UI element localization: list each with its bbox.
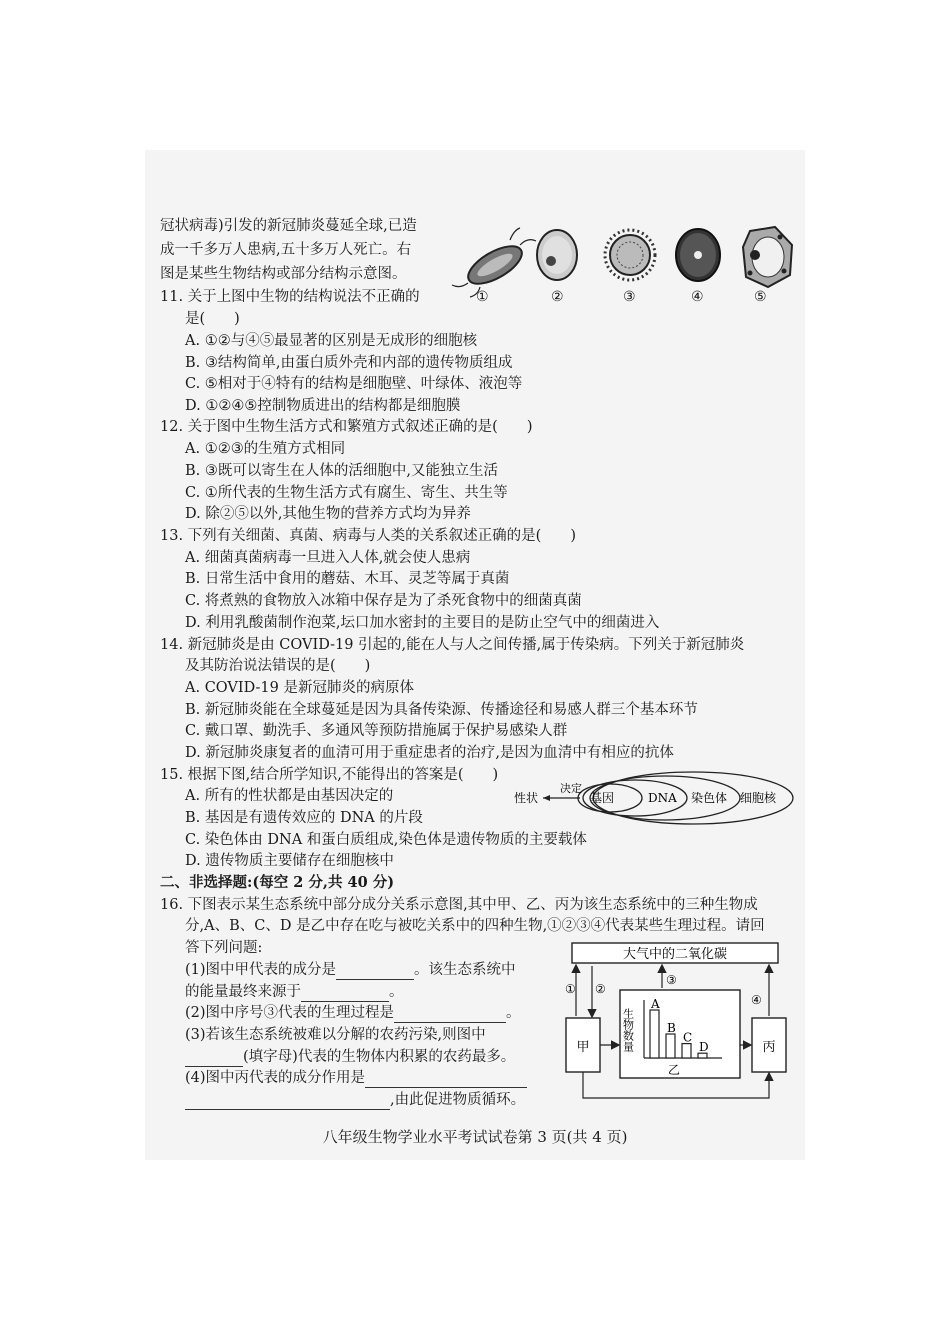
q16-p4-answer-blank-2[interactable] [185, 1094, 390, 1110]
q16-part-4-line-2 [185, 1090, 525, 1110]
q16-p1-text-b: 。该生态系统中 [414, 962, 516, 978]
bacterium-icon [452, 228, 536, 297]
q13-option-a: A. 细菌真菌病毒一旦进入人体,就会使人患病 [185, 550, 471, 566]
q15-stem: 15. 根据下图,结合所学知识,不能得出的答案是( ) [160, 767, 499, 783]
gene-hierarchy-diagram [510, 770, 800, 830]
virus-icon [605, 230, 655, 280]
q12-option-b: B. ③既可以寄生在人体的活细胞中,又能独立生活 [185, 463, 498, 479]
co2-label: 大气中的二氧化碳 [622, 947, 728, 962]
q13-option-b: B. 日常生活中食用的蘑菇、木耳、灵芝等属于真菌 [185, 571, 510, 587]
q15-option-d: D. 遗传物质主要储存在细胞核中 [185, 853, 394, 869]
q13-option-c: C. 将煮熟的食物放入冰箱中保存是为了杀死食物中的细菌真菌 [185, 593, 582, 609]
q16-p2-text-b: 。 [506, 1005, 521, 1021]
q12-stem: 12. 关于图中生物生活方式和繁殖方式叙述正确的是( ) [160, 419, 533, 435]
q16-p1-answer-blank-1[interactable] [336, 964, 414, 980]
q11-option-b: B. ③结构简单,由蛋白质外壳和内部的遗传物质组成 [185, 355, 513, 371]
q16-stem-line-1: 16. 下图表示某生态系统中部分成分关系示意图,其中甲、乙、丙为该生态系统中的三种生物成 [160, 897, 758, 913]
q16-part-3-line-2 [185, 1047, 515, 1067]
bar-B [666, 1034, 675, 1058]
q16-p3-answer-blank[interactable] [185, 1051, 243, 1067]
yi-label: 乙 [667, 1063, 681, 1077]
q11-stem-line-1: 11. 关于上图中生物的结构说法不正确的 [160, 289, 420, 305]
nucleus-label: 细胞核 [740, 791, 777, 805]
q15-option-a: A. 所有的性状都是由基因决定的 [185, 788, 394, 804]
cell-label-1: ① [476, 289, 489, 305]
q13-option-d: D. 利用乳酸菌制作泡菜,坛口加水密封的主要目的是防止空气中的细菌进入 [185, 615, 660, 631]
bar-label-C: C [683, 1030, 693, 1045]
bing-label: 丙 [762, 1040, 776, 1055]
cell-label-2: ② [551, 289, 564, 305]
trait-label: 性状 [514, 791, 539, 805]
plant-cell-icon [743, 227, 792, 287]
q16-p1-answer-blank-2[interactable] [301, 986, 389, 1002]
q16-p4-answer-blank-1[interactable] [365, 1072, 527, 1088]
q16-p4-text-b: ,由此促进物质循环。 [390, 1092, 526, 1108]
process-1-label: ① [565, 982, 576, 996]
cell-label-5: ⑤ [754, 289, 767, 305]
ecosystem-diagram [562, 938, 797, 1110]
chromosome-label: 染色体 [691, 791, 728, 805]
q15-option-b: B. 基因是有遗传效应的 DNA 的片段 [185, 810, 423, 826]
page-footer: 八年级生物学业水平考试试卷第 3 页(共 4 页) [322, 1128, 628, 1146]
q12-option-c: C. ①所代表的生物生活方式有腐生、寄生、共生等 [185, 485, 508, 501]
bar-ylabel: 生物数量 [621, 1008, 635, 1052]
process-2-label: ② [595, 982, 606, 996]
q14-option-c: C. 戴口罩、勤洗手、多通风等预防措施属于保护易感染人群 [185, 723, 568, 739]
intro-line-3: 图是某些生物结构或部分结构示意图。 [160, 266, 407, 282]
q11-option-c: C. ⑤相对于④特有的结构是细胞壁、叶绿体、液泡等 [185, 376, 523, 392]
q16-part-1-line-1 [185, 960, 516, 980]
q14-option-a: A. COVID-19 是新冠肺炎的病原体 [185, 680, 414, 696]
q11-stem-line-2: 是( ) [185, 311, 240, 327]
gene-label: 基因 [590, 791, 615, 805]
q16-part-3-line-1: (3)若该生态系统被难以分解的农药污染,则图中 [185, 1027, 486, 1043]
jia-label: 甲 [576, 1040, 590, 1055]
q16-part-1-line-2 [185, 982, 404, 1002]
q16-p2-answer-blank[interactable] [394, 1007, 506, 1023]
intro-line-1: 冠状病毒)引发的新冠肺炎蔓延全球,已造 [160, 218, 417, 234]
q12-option-d: D. 除②⑤以外,其他生物的营养方式均为异养 [185, 506, 471, 522]
animal-cell-icon [676, 229, 720, 281]
process-3-label: ③ [666, 973, 677, 987]
bar-C [682, 1044, 691, 1058]
q14-stem-line-1: 14. 新冠肺炎是由 COVID-19 引起的,能在人与人之间传播,属于传染病。下列关于新冠肺炎 [160, 637, 745, 653]
q15-option-c: C. 染色体由 DNA 和蛋白质组成,染色体是遗传物质的主要载体 [185, 832, 587, 848]
q13-stem: 13. 下列有关细菌、真菌、病毒与人类的关系叙述正确的是( ) [160, 528, 576, 544]
q11-option-a: A. ①②与④⑤最显著的区别是无成形的细胞核 [185, 333, 478, 349]
q16-p1-text-c: 的能量最终来源于 [185, 984, 301, 1000]
q12-option-a: A. ①②③的生殖方式相同 [185, 441, 346, 457]
q16-p2-text-a: (2)图中序号③代表的生理过程是 [185, 1005, 395, 1021]
intro-line-2: 成一千多万人患病,五十多万人死亡。右 [160, 242, 412, 258]
cell-label-3: ③ [623, 289, 636, 305]
decides-label: 决定 [560, 782, 582, 795]
bar-label-D: D [699, 1040, 709, 1055]
bar-label-B: B [667, 1021, 676, 1035]
q16-stem-line-2: 分,A、B、C、D 是乙中存在吃与被吃关系中的四种生物,①②③④代表某些生理过程。请回 [185, 918, 765, 934]
process-4-label: ④ [751, 993, 762, 1007]
section-2-title: 二、非选择题:(每空 2 分,共 40 分) [160, 874, 395, 891]
q14-stem-line-2: 及其防治说法错误的是( ) [185, 658, 371, 674]
q16-p3-text-b: (填字母)代表的生物体内积累的农药最多。 [243, 1049, 516, 1065]
yeast-cell-icon [537, 230, 577, 280]
q16-part-2 [185, 1003, 521, 1023]
q16-p1-text-d: 。 [389, 984, 404, 1000]
q16-part-4-line-1 [185, 1068, 527, 1088]
q14-option-d: D. 新冠肺炎康复者的血清可用于重症患者的治疗,是因为血清中有相应的抗体 [185, 745, 674, 761]
cell-label-4: ④ [691, 289, 704, 305]
q16-p4-text-a: (4)图中丙代表的成分作用是 [185, 1070, 366, 1086]
q14-option-b: B. 新冠肺炎能在全球蔓延是因为具备传染源、传播途径和易感人群三个基本环节 [185, 702, 698, 718]
bar-A [650, 1010, 659, 1058]
bar-label-A: A [651, 997, 660, 1011]
q16-p1-text-a: (1)图中甲代表的成分是 [185, 962, 337, 978]
dna-label: DNA [648, 791, 677, 805]
q11-option-d: D. ①②④⑤控制物质进出的结构都是细胞膜 [185, 398, 461, 414]
q16-stem-line-3: 答下列问题: [185, 940, 263, 956]
